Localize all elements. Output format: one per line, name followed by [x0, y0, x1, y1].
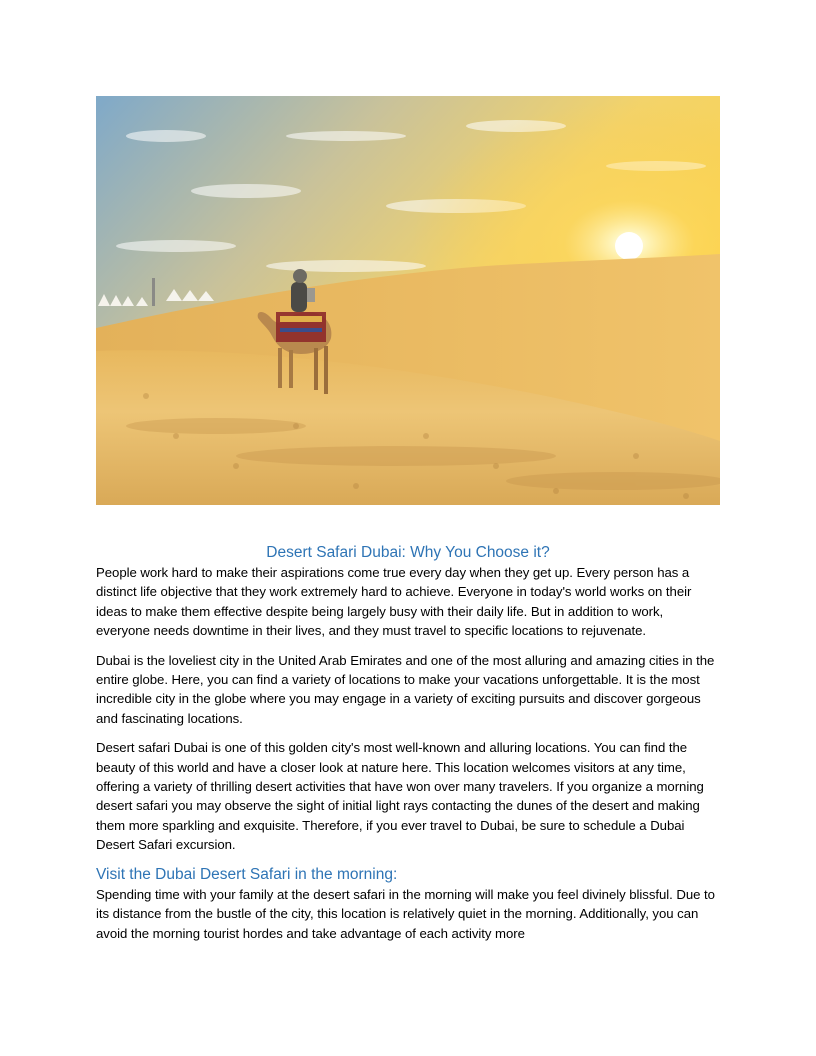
paragraph-4: Spending time with your family at the desert safari in the morning will make you feel divinely blissful. Due to its distance from the bustle of the city, this location is relatively quiet in the morning. Additionally, you can avoid the morning tourist hordes and take advantage of each activity more	[96, 886, 715, 941]
section-heading: Visit the Dubai Desert Safari in the morning:	[96, 865, 398, 883]
hero-image	[96, 96, 720, 505]
paragraph-2: Dubai is the loveliest city in the United Arab Emirates and one of the most alluring and amazing cities in the entire globe. Here, you can find a variety of locations to make your vacations unforgettable. It is the most incredible city in the globe where you may engage in a variety of exciting pursuits and discover gorgeous and fascinating locations.	[96, 652, 715, 726]
article-title: Desert Safari Dubai: Why You Choose it?	[266, 544, 550, 561]
article-body	[96, 543, 720, 953]
desert-camel-illustration	[96, 96, 720, 505]
paragraph-3: Desert safari Dubai is one of this golden city's most well-known and alluring locations. You can find the beauty of this world and have a closer look at nature here. This location welcomes visitors at any time, offering a variety of thrilling desert activities that have won over many travelers. If you organize a morning desert safari you may observe the sight of initial light rays contacting the dunes of the desert and making them more sparkling and exquisite. Therefore, if you ever travel to Dubai, be sure to schedule a Dubai Desert Safari excursion.	[96, 740, 704, 853]
paragraph-1: People work hard to make their aspirations come true every day when they get up. Every person has a distinct life objective that they work extremely hard to achieve. Everyone in today's world works on their ideas to make them effective despite being largely busy with their daily life. But in addition to work, everyone needs downtime in their lives, and they must travel to specific locations to rejuvenate.	[96, 565, 692, 639]
